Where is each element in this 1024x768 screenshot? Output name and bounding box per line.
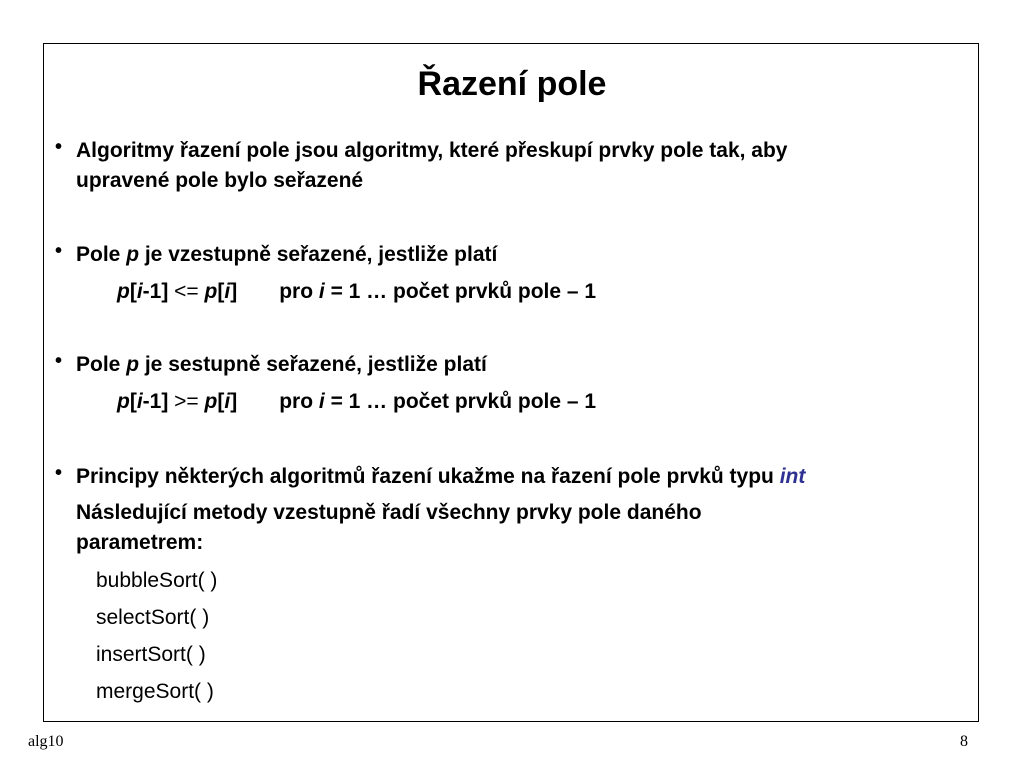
keyword-int: int — [779, 465, 806, 488]
bullet2-line — [76, 240, 497, 270]
formula-p: p — [198, 280, 218, 303]
formula-bracket: [ — [129, 280, 137, 303]
bullet-marker: • — [55, 240, 63, 262]
formula-pro: pro — [279, 280, 319, 303]
formula-operator: >= — [174, 390, 199, 413]
bullet2-formula — [117, 277, 596, 307]
paragraph-line1: Následující metody vzestupně řadí všechny prvky pole daného — [76, 501, 702, 524]
bullet1-line1: Algoritmy řazení pole jsou algoritmy, které přeskupí prvky pole tak, aby — [76, 139, 788, 162]
method-merge-sort: mergeSort( ) — [96, 680, 214, 703]
paragraph-line2: parametrem: — [76, 531, 204, 554]
formula-range: = 1 … počet prvků pole – 1 — [324, 280, 597, 303]
formula-bracket: [ — [129, 390, 137, 413]
formula-bracket: ] — [230, 280, 238, 303]
bullet3-prefix: Pole — [76, 353, 127, 376]
formula-p: p — [117, 280, 130, 303]
formula-i: i — [136, 390, 143, 413]
formula-bracket: ] — [230, 390, 238, 413]
formula-i: i — [136, 280, 143, 303]
slide-title: Řazení pole — [417, 65, 607, 103]
bullet3-formula — [117, 387, 596, 417]
formula-bracket: [ — [217, 390, 225, 413]
method-insert-sort: insertSort( ) — [96, 643, 206, 666]
formula-index: -1] — [142, 390, 175, 413]
bullet-marker: • — [55, 462, 63, 484]
page-number: 8 — [960, 733, 968, 750]
formula-p: p — [198, 390, 218, 413]
formula-p: p — [117, 390, 130, 413]
method-bubble-sort: bubbleSort( ) — [96, 569, 218, 592]
formula-i: i — [224, 390, 231, 413]
bullet4-line — [76, 462, 805, 492]
bullet4-text: Principy některých algoritmů řazení ukažme na řazení pole prvků typu — [76, 465, 780, 488]
formula-i: i — [224, 280, 231, 303]
formula-bracket: [ — [217, 280, 225, 303]
formula-pro: pro — [279, 390, 319, 413]
formula-i: i — [318, 280, 325, 303]
method-select-sort: selectSort( ) — [96, 606, 210, 629]
formula-i: i — [318, 390, 325, 413]
formula-range: = 1 … počet prvků pole – 1 — [324, 390, 597, 413]
bullet3-suffix: je sestupně seřazené, jestliže platí — [139, 353, 487, 376]
bullet2-suffix: je vzestupně seřazené, jestliže platí — [139, 243, 498, 266]
bullet3-var: p — [126, 353, 140, 376]
bullet-marker: • — [55, 350, 63, 372]
formula-operator: <= — [174, 280, 199, 303]
formula-index: -1] — [142, 280, 175, 303]
bullet-marker: • — [55, 136, 63, 158]
bullet2-var: p — [126, 243, 140, 266]
bullet2-prefix: Pole — [76, 243, 127, 266]
footer-label: alg10 — [28, 733, 64, 750]
bullet1-line2: upravené pole bylo seřazené — [76, 169, 364, 192]
bullet3-line — [76, 350, 487, 380]
